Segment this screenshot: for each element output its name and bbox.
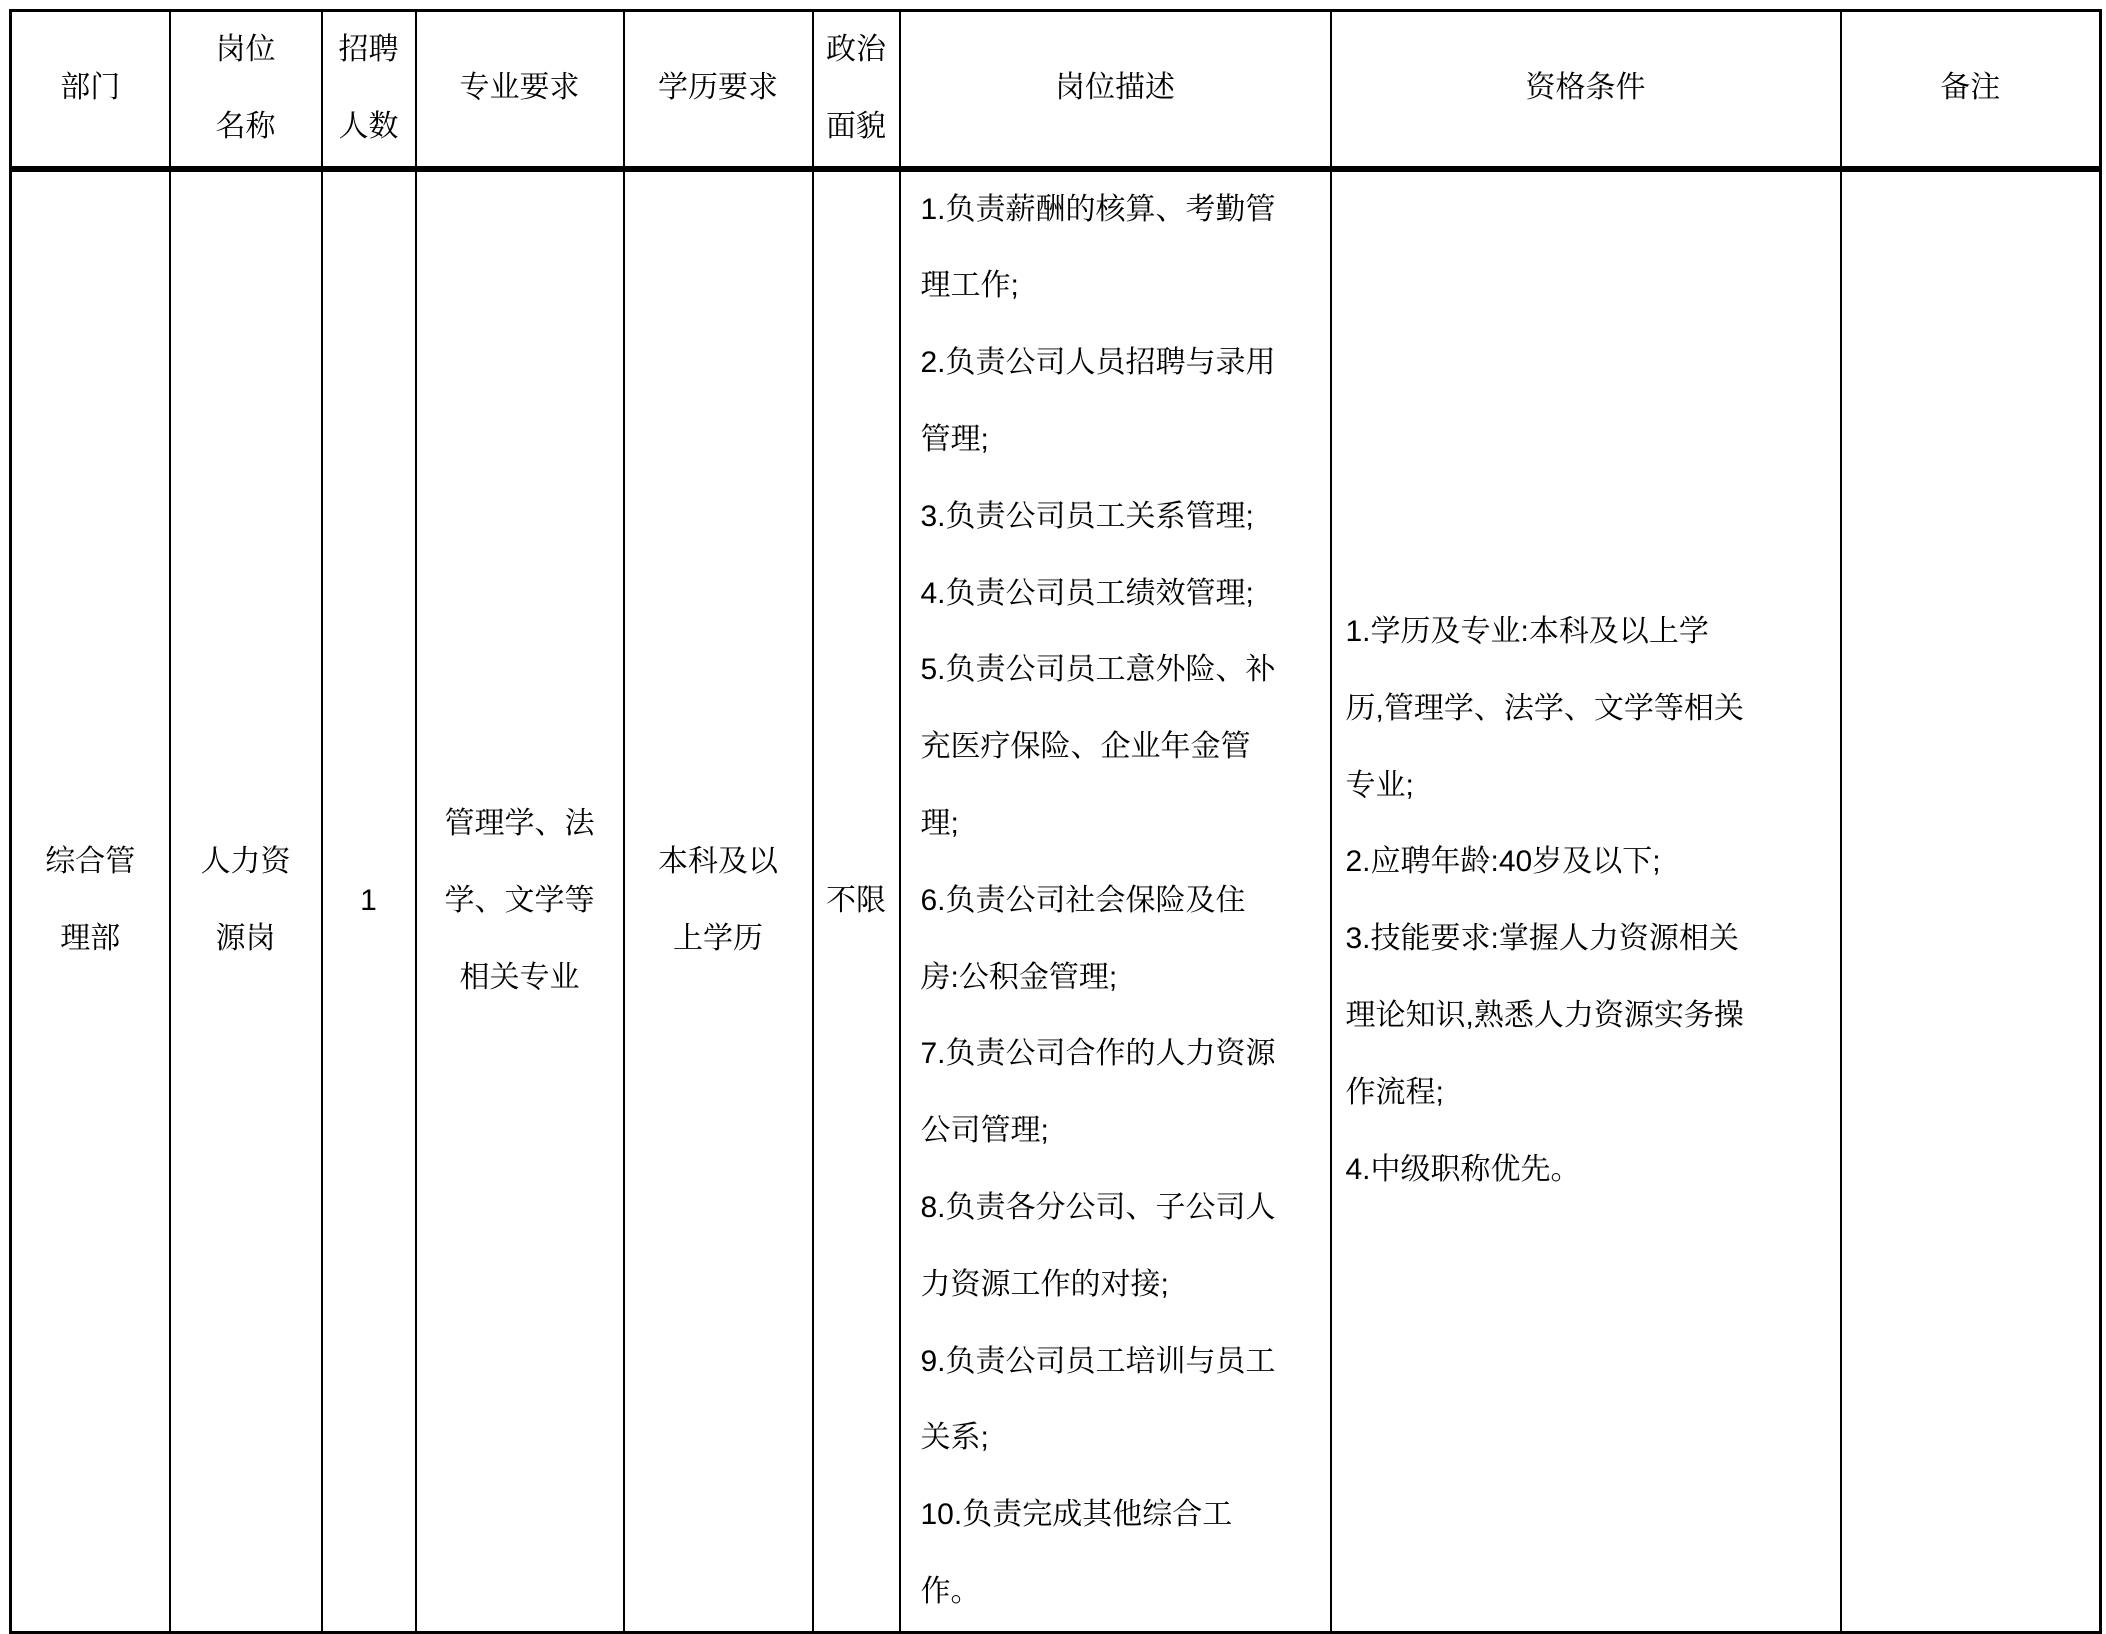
recruitment-table bbox=[9, 9, 2102, 1634]
text-line: 名称 bbox=[215, 109, 276, 143]
text-line: 岗位 bbox=[215, 33, 276, 66]
text-line: 不限 bbox=[826, 883, 886, 917]
text-line: 6.负责公司社会保险及住 bbox=[920, 883, 1246, 917]
text-line: 人数 bbox=[338, 109, 399, 143]
text-line: 历,管理学、法学、文学等相关 bbox=[1345, 691, 1744, 725]
text-line: 理部 bbox=[60, 922, 121, 956]
text-line: 备注 bbox=[1940, 71, 2001, 105]
header-cell-headcount bbox=[322, 11, 416, 169]
text-line: 力资源工作的对接; bbox=[920, 1267, 1169, 1301]
text-line: 关系; bbox=[920, 1421, 989, 1455]
header-cell-major-requirement bbox=[416, 11, 624, 169]
text-line: 4.负责公司员工绩效管理; bbox=[920, 576, 1254, 610]
header-cell-remarks bbox=[1841, 11, 2101, 169]
text-line: 公司管理; bbox=[920, 1114, 1049, 1148]
cell-remarks bbox=[1841, 169, 2101, 1633]
cell-headcount bbox=[322, 169, 416, 1633]
header-cell-department bbox=[11, 11, 170, 169]
text-line: 人力资 bbox=[200, 845, 291, 879]
text-line: 9.负责公司员工培训与员工 bbox=[920, 1344, 1276, 1378]
text-line: 综合管 bbox=[45, 845, 136, 879]
text-line: 3.负责公司员工关系管理; bbox=[920, 499, 1254, 533]
text-line: 2.应聘年龄:40岁及以下; bbox=[1345, 845, 1661, 879]
text-line: 作流程; bbox=[1345, 1075, 1444, 1109]
text-line: 房:公积金管理; bbox=[920, 960, 1118, 994]
text-line: 7.负责公司合作的人力资源 bbox=[920, 1037, 1276, 1071]
text-line: 1.学历及专业:本科及以上学 bbox=[1345, 614, 1709, 648]
text-line: 面貌 bbox=[826, 109, 886, 143]
text-line: 政治 bbox=[826, 33, 886, 66]
header-cell-qualifications bbox=[1331, 11, 1841, 169]
header-cell-political-status bbox=[813, 11, 900, 169]
text-line: 招聘 bbox=[338, 33, 399, 66]
text-line: 5.负责公司员工意外险、补 bbox=[920, 653, 1276, 687]
text-line: 充医疗保险、企业年金管 bbox=[920, 730, 1251, 764]
cell-major-requirement bbox=[416, 169, 624, 1633]
text-line: 管理学、法 bbox=[444, 806, 595, 840]
text-line: 作。 bbox=[920, 1574, 981, 1608]
cell-education-requirement bbox=[624, 169, 813, 1633]
cell-department bbox=[11, 169, 170, 1633]
header-cell-education-requirement bbox=[624, 11, 813, 169]
text-line: 上学历 bbox=[673, 922, 763, 956]
text-line: 2.负责公司人员招聘与录用 bbox=[920, 346, 1276, 380]
text-line: 1.负责薪酬的核算、考勤管 bbox=[920, 192, 1276, 226]
text-line: 理工作; bbox=[920, 269, 1019, 303]
text-line: 学、文学等 bbox=[444, 883, 595, 917]
text-line: 4.中级职称优先。 bbox=[1345, 1152, 1581, 1186]
header-cell-job-description bbox=[900, 11, 1331, 169]
text-line: 管理; bbox=[920, 422, 989, 456]
cell-political-status bbox=[813, 169, 900, 1633]
header-cell-position-name bbox=[170, 11, 322, 169]
cell-job-description bbox=[900, 169, 1331, 1633]
text-line: 10.负责完成其他综合工 bbox=[920, 1498, 1233, 1532]
table-body bbox=[11, 169, 2101, 1633]
text-line: 理论知识,熟悉人力资源实务操 bbox=[1345, 998, 1744, 1032]
text-line: 本科及以 bbox=[658, 845, 778, 879]
text-line: 专业要求 bbox=[459, 71, 580, 105]
text-line: 3.技能要求:掌握人力资源相关 bbox=[1345, 922, 1739, 956]
cell-qualifications bbox=[1331, 169, 1841, 1633]
text-line: 岗位描述 bbox=[1055, 71, 1175, 105]
text-line: 相关专业 bbox=[459, 960, 580, 994]
table-header-row bbox=[11, 11, 2101, 169]
text-line: 部门 bbox=[60, 71, 121, 105]
text-line: 资格条件 bbox=[1525, 71, 1646, 105]
text-line: 源岗 bbox=[215, 922, 276, 956]
text-line: 1 bbox=[360, 883, 377, 917]
text-line: 学历要求 bbox=[658, 71, 778, 105]
text-line: 8.负责各分公司、子公司人 bbox=[920, 1190, 1276, 1224]
table-row bbox=[11, 169, 2101, 1633]
text-line: 理; bbox=[920, 806, 959, 840]
text-line: 专业; bbox=[1345, 768, 1414, 802]
cell-position-name bbox=[170, 169, 322, 1633]
